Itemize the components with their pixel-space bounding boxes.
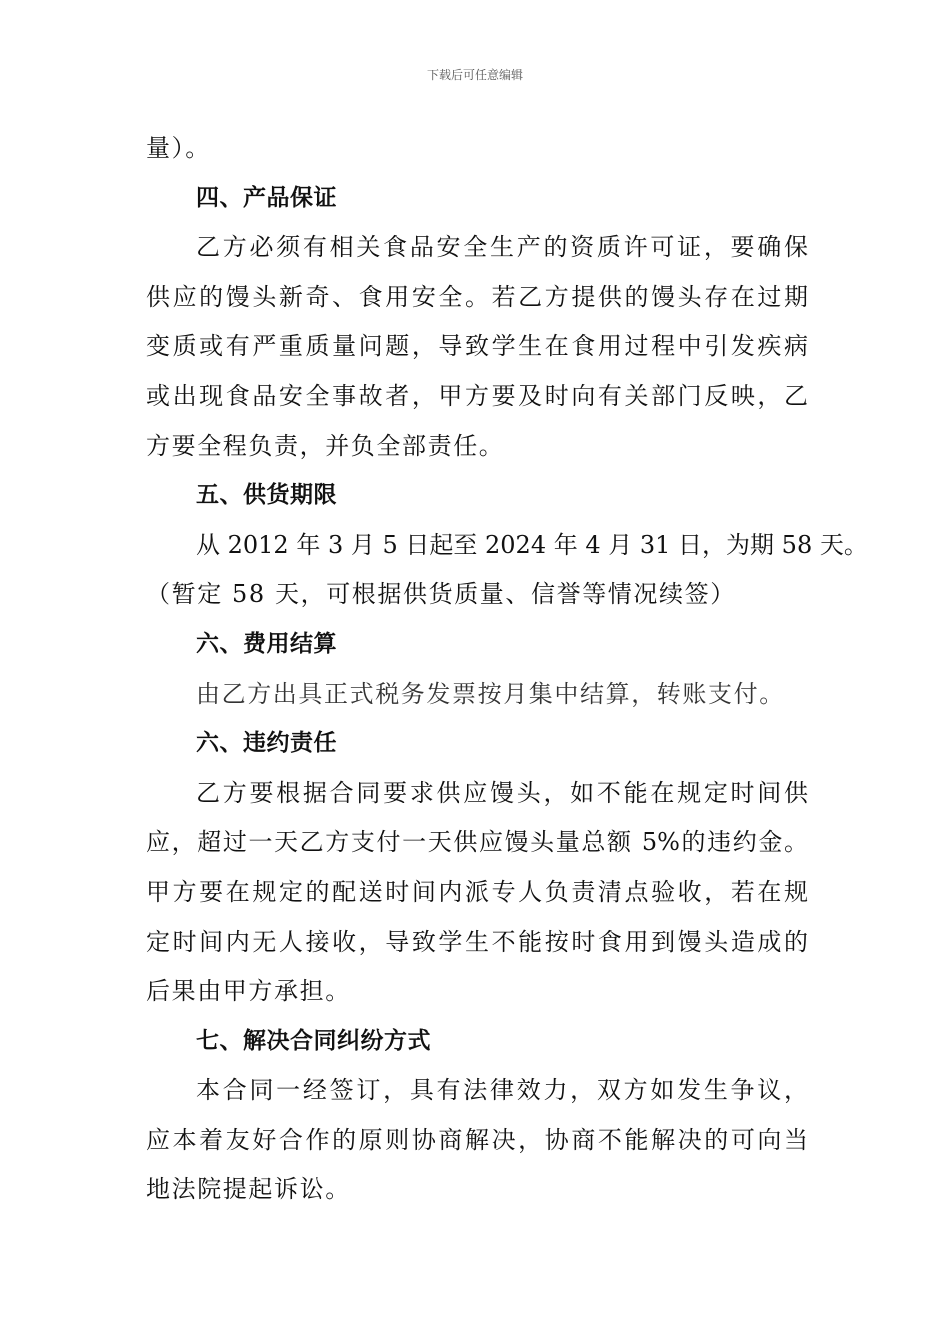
document-body (146, 124, 868, 1215)
paragraph-line: 量）。 (146, 134, 211, 162)
paragraph-line: 后果由甲方承担。 (146, 977, 351, 1006)
paragraph-line: 乙方要根据合同要求供应馒头，如不能在规定时间供 (196, 778, 808, 807)
paragraph-line: 由乙方出具正式税务发票按月集中结算，转账支付。 (196, 679, 785, 708)
paragraph-line: 乙方必须有相关食品安全生产的资质许可证，要确保 (196, 233, 808, 262)
paragraph-line: 应本着友好合作的原则协商解决，协商不能解决的可向当 (146, 1125, 808, 1154)
section-heading-dispute-resolution: 七、解决合同纠纷方式 (196, 1027, 431, 1054)
section-heading-product-guarantee: 四、产品保证 (196, 184, 337, 211)
header-note: 下载后可任意编辑 (426, 68, 523, 82)
paragraph-line: 或出现食品安全事故者，甲方要及时向有关部门反映，乙 (146, 381, 808, 410)
paragraph-line: 从 2012 年 3 月 5 日起至 2024 年 4 月 31 日，为期 58 天。 (196, 530, 868, 559)
section-heading-supply-period: 五、供货期限 (196, 482, 337, 509)
section-heading-settlement: 六、费用结算 (196, 630, 337, 657)
section-heading-breach-liability: 六、违约责任 (196, 730, 337, 757)
paragraph-line: 定时间内无人接收，导致学生不能按时食用到馒头造成的 (146, 927, 808, 956)
paragraph-line: 变质或有严重质量问题，导致学生在食用过程中引发疾病 (146, 332, 808, 361)
paragraph-line: 供应的馒头新奇、食用安全。若乙方提供的馒头存在过期 (146, 282, 808, 311)
paragraph-line: 方要全程负责，并负全部责任。 (146, 431, 505, 460)
paragraph-line: 甲方要在规定的配送时间内派专人负责清点验收，若在规 (146, 877, 808, 906)
paragraph-line: 应，超过一天乙方支付一天供应馒头量总额 5%的违约金。 (146, 828, 808, 857)
paragraph-line: （暂定 58 天，可根据供货质量、信誉等情况续签） (146, 580, 736, 609)
paragraph-line: 本合同一经签订，具有法律效力，双方如发生争议， (196, 1076, 808, 1105)
paragraph-line: 地法院提起诉讼。 (146, 1175, 351, 1204)
